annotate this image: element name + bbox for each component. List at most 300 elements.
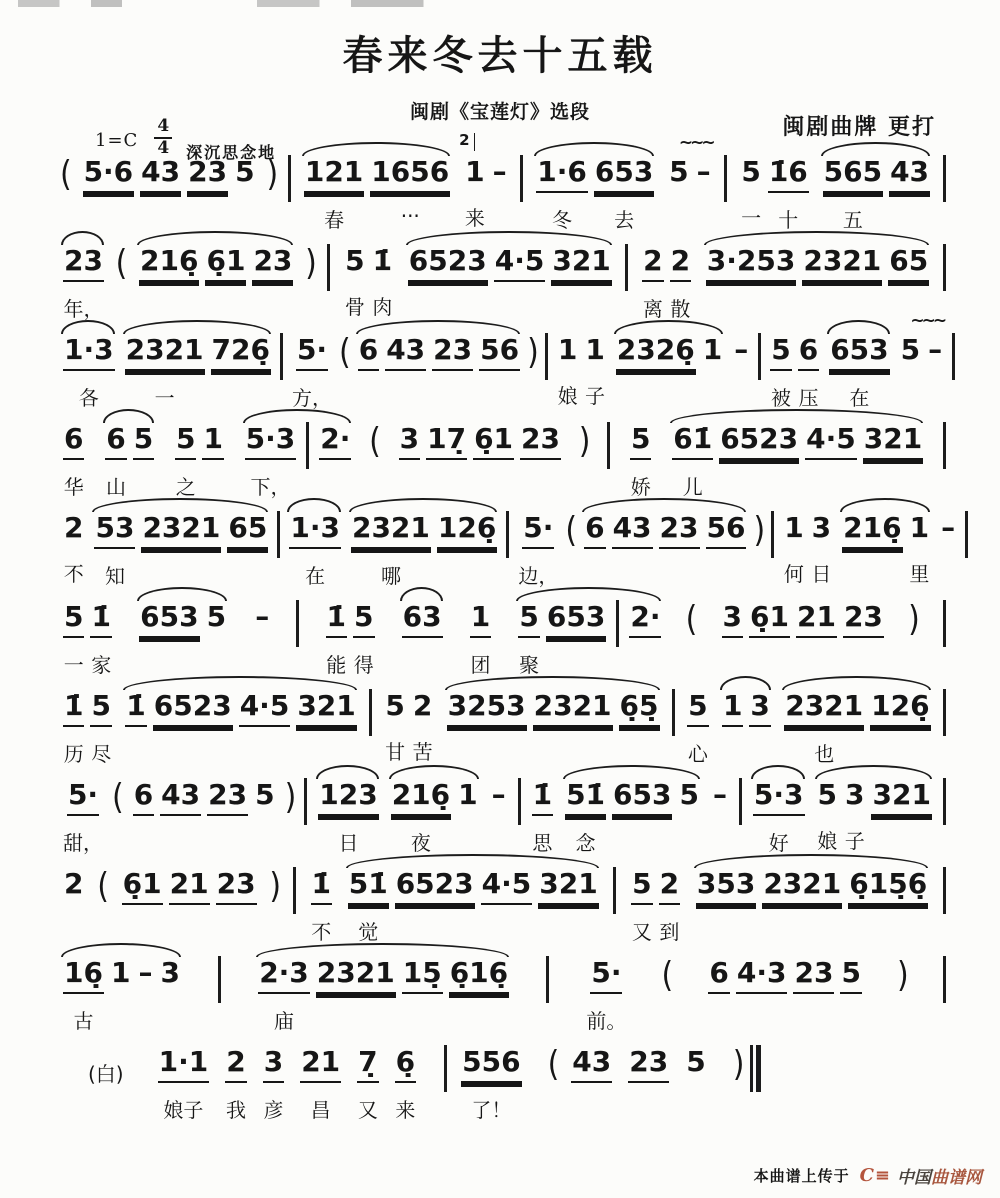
lyric: 不 bbox=[311, 920, 332, 944]
note-group bbox=[554, 333, 609, 406]
note-cell bbox=[565, 778, 606, 853]
note-cell bbox=[289, 511, 341, 586]
barline bbox=[218, 956, 221, 1003]
note: 2326̣ bbox=[616, 333, 696, 371]
note: 126̣ bbox=[437, 511, 497, 549]
note-cell bbox=[449, 956, 509, 1031]
lyric: 历 bbox=[63, 742, 84, 766]
note-cell bbox=[63, 600, 84, 675]
note: – bbox=[696, 155, 711, 188]
note: 6 bbox=[358, 333, 379, 371]
parenthesis: ( bbox=[111, 777, 124, 818]
note: 2· bbox=[319, 422, 351, 460]
composer-credit: 闽剧曲牌 更打 bbox=[782, 115, 936, 140]
note-cell bbox=[344, 244, 365, 317]
note: 23 bbox=[63, 244, 104, 282]
lyric: 各 bbox=[78, 386, 99, 410]
note: 321 bbox=[296, 689, 356, 727]
note-cell bbox=[712, 778, 728, 851]
slur-group bbox=[533, 155, 657, 230]
barline bbox=[613, 867, 616, 914]
note: 2 bbox=[412, 689, 433, 722]
slur-group bbox=[286, 511, 344, 586]
lyric: 日 bbox=[338, 831, 359, 855]
note-cell bbox=[412, 689, 433, 762]
note-cell bbox=[63, 956, 104, 1031]
note-cell bbox=[395, 867, 475, 942]
site-logo-icon: C≡ bbox=[859, 1165, 891, 1186]
note-cell bbox=[740, 155, 761, 228]
slur-group bbox=[255, 956, 512, 1031]
slur-group bbox=[91, 511, 271, 586]
note-cell bbox=[326, 600, 347, 675]
note-cell bbox=[141, 511, 221, 586]
note: 321 bbox=[551, 244, 611, 282]
lyric: 聚 bbox=[519, 653, 540, 677]
slur-group bbox=[388, 778, 482, 853]
note-cell bbox=[158, 1045, 210, 1120]
barline bbox=[546, 956, 549, 1003]
note-cell bbox=[139, 600, 199, 675]
lyric: 骨 bbox=[344, 295, 365, 319]
note: 1̇ bbox=[372, 244, 393, 277]
note: 6523 bbox=[153, 689, 233, 727]
barline bbox=[943, 155, 946, 202]
note: 56 bbox=[706, 511, 747, 549]
note-cell bbox=[863, 422, 923, 497]
note: 43 bbox=[612, 511, 653, 549]
score-line bbox=[58, 674, 950, 766]
note-cell bbox=[520, 422, 561, 497]
note-cell bbox=[432, 333, 473, 408]
note-group bbox=[341, 244, 396, 317]
note: 1̇6 bbox=[768, 155, 809, 193]
slur-group bbox=[444, 689, 663, 764]
note: 43 bbox=[140, 155, 181, 193]
note-cell bbox=[696, 867, 756, 942]
page-title: 春来冬去十五载 bbox=[342, 33, 658, 79]
note: 5 bbox=[235, 155, 255, 188]
score-line bbox=[58, 311, 950, 410]
barline bbox=[518, 778, 521, 825]
barline bbox=[943, 867, 946, 914]
lyric: 何 bbox=[783, 562, 804, 586]
slur-group bbox=[781, 689, 933, 764]
note: 65 bbox=[227, 511, 268, 549]
note-group bbox=[737, 155, 811, 230]
lyric: 尽 bbox=[91, 742, 112, 766]
note: 5 bbox=[353, 600, 374, 638]
tremolo-ornament: ~~~ bbox=[678, 133, 713, 153]
lyric: 年， bbox=[63, 297, 104, 321]
note-group bbox=[563, 1045, 714, 1120]
note-cell bbox=[254, 778, 275, 851]
parenthesis: ( bbox=[661, 955, 674, 996]
note: 2321 bbox=[533, 689, 613, 727]
note-cell bbox=[619, 689, 660, 764]
slur-group bbox=[562, 778, 703, 853]
barline bbox=[280, 333, 283, 380]
note-cell bbox=[594, 155, 654, 230]
note-cell bbox=[659, 867, 680, 942]
note-cell bbox=[612, 511, 653, 586]
lyric: 甘 bbox=[385, 740, 406, 764]
note-cell bbox=[749, 600, 790, 675]
note-cell bbox=[844, 778, 865, 851]
slur-group bbox=[613, 333, 726, 408]
note: 65 bbox=[888, 244, 929, 282]
note: 653 bbox=[546, 600, 606, 638]
note-cell bbox=[385, 333, 426, 408]
note-cell bbox=[408, 244, 488, 319]
note-group bbox=[60, 600, 115, 675]
note-cell bbox=[316, 956, 396, 1031]
note: 2321 bbox=[802, 244, 882, 282]
note: 1 bbox=[909, 511, 930, 544]
lyric: 被 bbox=[770, 386, 791, 410]
note: 61̇ bbox=[672, 422, 713, 460]
note: 6̣16̣ bbox=[449, 956, 509, 994]
note-cell bbox=[245, 422, 297, 497]
slur-group bbox=[839, 511, 933, 586]
lyric: 庙 bbox=[273, 1009, 294, 1033]
note-cell bbox=[940, 511, 956, 584]
note: – bbox=[941, 511, 956, 544]
expression-marking: 深沉思念地 bbox=[186, 143, 277, 162]
note-cell bbox=[125, 689, 146, 764]
note: 1 bbox=[784, 511, 804, 544]
note-cell bbox=[63, 422, 84, 497]
note: 1 bbox=[470, 600, 491, 638]
note: 5 bbox=[687, 689, 708, 727]
note-group bbox=[453, 1045, 529, 1120]
barline bbox=[758, 333, 761, 380]
lyric: 娘 bbox=[817, 829, 838, 853]
parenthesis: ) bbox=[527, 332, 539, 373]
note: 3 bbox=[811, 511, 832, 544]
lyric: 家 bbox=[91, 653, 112, 677]
note: 5 bbox=[175, 422, 196, 460]
lyric: 思 bbox=[532, 831, 553, 855]
lyric: 觉 bbox=[358, 920, 379, 944]
watermark-prefix: 本曲谱上传于 bbox=[753, 1167, 850, 1185]
note: 2321 bbox=[351, 511, 431, 549]
lyric: 里 bbox=[909, 562, 930, 586]
note: 43 bbox=[160, 778, 201, 816]
note-cell bbox=[829, 333, 889, 408]
parenthesis: ) bbox=[753, 510, 766, 551]
note-cell bbox=[318, 778, 378, 853]
note-group bbox=[381, 689, 436, 762]
lyric: ··· bbox=[400, 204, 420, 228]
note-cell bbox=[239, 689, 291, 764]
note: 4·5 bbox=[494, 244, 546, 282]
note-cell bbox=[205, 244, 246, 319]
note-cell bbox=[137, 956, 153, 1029]
note: 1̇ bbox=[326, 600, 347, 638]
barline bbox=[943, 600, 946, 647]
note-cell bbox=[90, 600, 111, 675]
note: 1 bbox=[465, 155, 485, 188]
note-cell bbox=[140, 155, 181, 230]
note: 5 bbox=[90, 689, 111, 727]
slur-group bbox=[826, 333, 892, 408]
note-group bbox=[684, 689, 711, 764]
score-line bbox=[58, 585, 950, 677]
note-group bbox=[60, 422, 87, 497]
note-cell bbox=[461, 1045, 521, 1120]
note-cell bbox=[642, 244, 663, 319]
note-cell bbox=[63, 689, 84, 764]
note-cell bbox=[733, 333, 749, 406]
note-group bbox=[308, 867, 335, 942]
note: 2· bbox=[629, 600, 661, 638]
note-cell bbox=[538, 867, 598, 942]
note-cell bbox=[870, 689, 930, 764]
note-cell bbox=[736, 956, 788, 1031]
note: 5 bbox=[630, 422, 651, 460]
watermark bbox=[754, 1163, 982, 1188]
note-cell bbox=[702, 333, 723, 406]
note-cell bbox=[546, 600, 606, 675]
note-cell bbox=[399, 422, 420, 497]
lyric: 昌 bbox=[310, 1098, 331, 1122]
note: 6 bbox=[708, 956, 729, 994]
note-group bbox=[467, 600, 494, 675]
slur-group bbox=[60, 956, 184, 1031]
lyric: 下， bbox=[250, 475, 291, 499]
parenthesis: ) bbox=[284, 777, 297, 818]
barline bbox=[293, 867, 296, 914]
note: 5 bbox=[345, 244, 365, 277]
lyric: 散 bbox=[670, 297, 691, 321]
note: – bbox=[492, 155, 507, 188]
note: 1 bbox=[722, 689, 743, 727]
note: 5 bbox=[385, 689, 405, 722]
note: 3 bbox=[845, 778, 865, 811]
note: 6̣15̣6̣ bbox=[848, 867, 928, 905]
note: 6̣ bbox=[395, 1045, 416, 1083]
note-cell bbox=[768, 155, 809, 230]
note-group bbox=[665, 133, 714, 228]
barline bbox=[545, 333, 548, 380]
slur-group bbox=[122, 689, 359, 764]
note: 43 bbox=[889, 155, 930, 193]
note-group bbox=[80, 1045, 132, 1084]
score-line bbox=[58, 1030, 950, 1122]
note: 5 bbox=[770, 333, 791, 371]
lyric: 子 bbox=[585, 384, 606, 408]
note-group bbox=[251, 600, 273, 673]
note-cell bbox=[457, 778, 478, 851]
note: 2321 bbox=[762, 867, 842, 905]
lyric: 在 bbox=[849, 386, 870, 410]
note: 5·3 bbox=[245, 422, 297, 460]
note-group bbox=[130, 778, 279, 853]
lyric: 团 bbox=[470, 653, 491, 677]
note: 5· bbox=[590, 956, 622, 994]
lyric: 前。 bbox=[586, 1009, 627, 1033]
slur-group bbox=[355, 333, 523, 408]
note-cell bbox=[63, 778, 103, 853]
note-cell bbox=[708, 956, 729, 1031]
note-group bbox=[780, 511, 835, 584]
note: 2 bbox=[225, 1045, 246, 1083]
note: 6523 bbox=[719, 422, 799, 460]
note: 7̣ bbox=[357, 1045, 378, 1083]
lyric: 念 bbox=[575, 831, 596, 855]
lyric: 子 bbox=[844, 829, 865, 853]
note: 4·5 bbox=[481, 867, 533, 905]
note-cell bbox=[706, 244, 797, 319]
note: 2 bbox=[64, 511, 84, 544]
note: 5· bbox=[296, 333, 328, 371]
note: 6 bbox=[584, 511, 605, 549]
note-cell bbox=[659, 511, 700, 586]
note: 556 bbox=[461, 1045, 521, 1083]
note-cell bbox=[254, 600, 270, 673]
final-barline bbox=[750, 1045, 761, 1092]
note-cell bbox=[216, 867, 257, 942]
barline bbox=[952, 333, 955, 380]
lyric: 得 bbox=[353, 653, 374, 677]
barline bbox=[444, 1045, 447, 1092]
note-cell bbox=[225, 1045, 246, 1120]
lyric: 春 bbox=[324, 208, 345, 232]
slur-group bbox=[693, 867, 931, 942]
note-group bbox=[60, 689, 115, 764]
note-cell bbox=[88, 1045, 124, 1084]
note-cell bbox=[63, 333, 115, 408]
note: 353 bbox=[696, 867, 756, 905]
note: 5· bbox=[522, 511, 554, 549]
note: 4·3 bbox=[736, 956, 788, 994]
note-cell bbox=[783, 511, 804, 584]
note-cell bbox=[372, 244, 393, 317]
note-cell bbox=[900, 333, 921, 406]
note: 23 bbox=[207, 778, 248, 816]
note-cell bbox=[533, 689, 613, 764]
slur-group bbox=[405, 244, 615, 319]
note-cell bbox=[358, 333, 379, 408]
score-line bbox=[58, 407, 950, 499]
note-cell bbox=[311, 867, 332, 942]
note: 2 bbox=[64, 867, 84, 900]
note: 1 bbox=[458, 778, 478, 811]
score-line bbox=[58, 496, 956, 588]
note-cell bbox=[584, 511, 605, 586]
note: 5 bbox=[679, 778, 699, 811]
barline bbox=[943, 689, 946, 736]
lyric: 冬 bbox=[552, 208, 573, 232]
lyric: 边， bbox=[518, 564, 559, 588]
parenthesis: ( bbox=[115, 243, 128, 284]
barline bbox=[724, 155, 727, 202]
note-cell bbox=[296, 689, 356, 764]
slur-group bbox=[102, 422, 157, 497]
note-cell bbox=[292, 333, 332, 408]
note: 5 bbox=[255, 778, 275, 811]
note bbox=[100, 1045, 112, 1047]
lyric: 知 bbox=[104, 564, 125, 588]
slur-group bbox=[60, 333, 118, 408]
note-cell bbox=[258, 956, 310, 1031]
note: 1 bbox=[702, 333, 723, 366]
note-cell bbox=[584, 333, 605, 406]
note: 6̣1 bbox=[205, 244, 246, 282]
slur-group bbox=[345, 867, 602, 942]
note: 5 bbox=[817, 778, 837, 811]
note-cell bbox=[629, 600, 661, 675]
note-cell bbox=[696, 155, 712, 228]
barline bbox=[327, 244, 330, 291]
lyric: 娘子 bbox=[163, 1098, 204, 1122]
time-signature bbox=[154, 118, 172, 158]
note: 3 bbox=[722, 600, 743, 638]
note: 5 bbox=[900, 333, 921, 366]
note: 1 bbox=[557, 333, 578, 366]
slur-group bbox=[136, 600, 230, 675]
note: 6̣1 bbox=[473, 422, 514, 460]
parenthesis: ) bbox=[269, 866, 282, 907]
note-cell bbox=[63, 244, 104, 319]
note: 23 bbox=[187, 155, 228, 193]
note: 6 bbox=[133, 778, 154, 816]
note: 1·3 bbox=[289, 511, 341, 549]
note-cell bbox=[616, 333, 696, 408]
slur-group bbox=[136, 244, 296, 319]
note-cell bbox=[492, 155, 508, 228]
note: 1̇ bbox=[125, 689, 146, 727]
note-cell bbox=[207, 778, 248, 853]
note: 653 bbox=[594, 155, 654, 193]
note: 1·6 bbox=[536, 155, 588, 193]
note-cell bbox=[159, 956, 180, 1029]
note: 1·1 bbox=[158, 1045, 210, 1083]
note: 3 bbox=[399, 422, 420, 460]
note: 21 bbox=[169, 867, 210, 905]
note: 16̣ bbox=[63, 956, 104, 994]
lyric: (白) bbox=[88, 1062, 124, 1086]
lyric: 一 bbox=[63, 653, 84, 677]
note-cell bbox=[90, 689, 111, 764]
note-cell bbox=[823, 155, 883, 230]
note: 6523 bbox=[395, 867, 475, 905]
parenthesis: ( bbox=[97, 866, 109, 907]
note-group bbox=[60, 778, 106, 853]
lyric: 华 bbox=[63, 475, 84, 499]
note: – bbox=[712, 778, 727, 811]
note: 5 bbox=[840, 956, 861, 994]
note: 5 bbox=[741, 155, 761, 188]
note-cell bbox=[252, 244, 293, 319]
note-cell bbox=[888, 244, 929, 319]
watermark-site-light: 曲谱网 bbox=[931, 1168, 982, 1188]
note-group bbox=[60, 511, 87, 584]
note-group bbox=[709, 778, 731, 851]
note-cell bbox=[353, 600, 374, 675]
note-cell bbox=[491, 778, 507, 851]
barline bbox=[520, 155, 523, 202]
slur-group bbox=[669, 422, 926, 497]
note-cell bbox=[133, 778, 154, 853]
note-cell bbox=[672, 422, 713, 497]
parenthesis: ( bbox=[685, 599, 698, 640]
slur-group bbox=[719, 689, 774, 764]
note: 2321 bbox=[125, 333, 205, 371]
barline bbox=[296, 600, 299, 647]
note-cell bbox=[586, 956, 626, 1031]
